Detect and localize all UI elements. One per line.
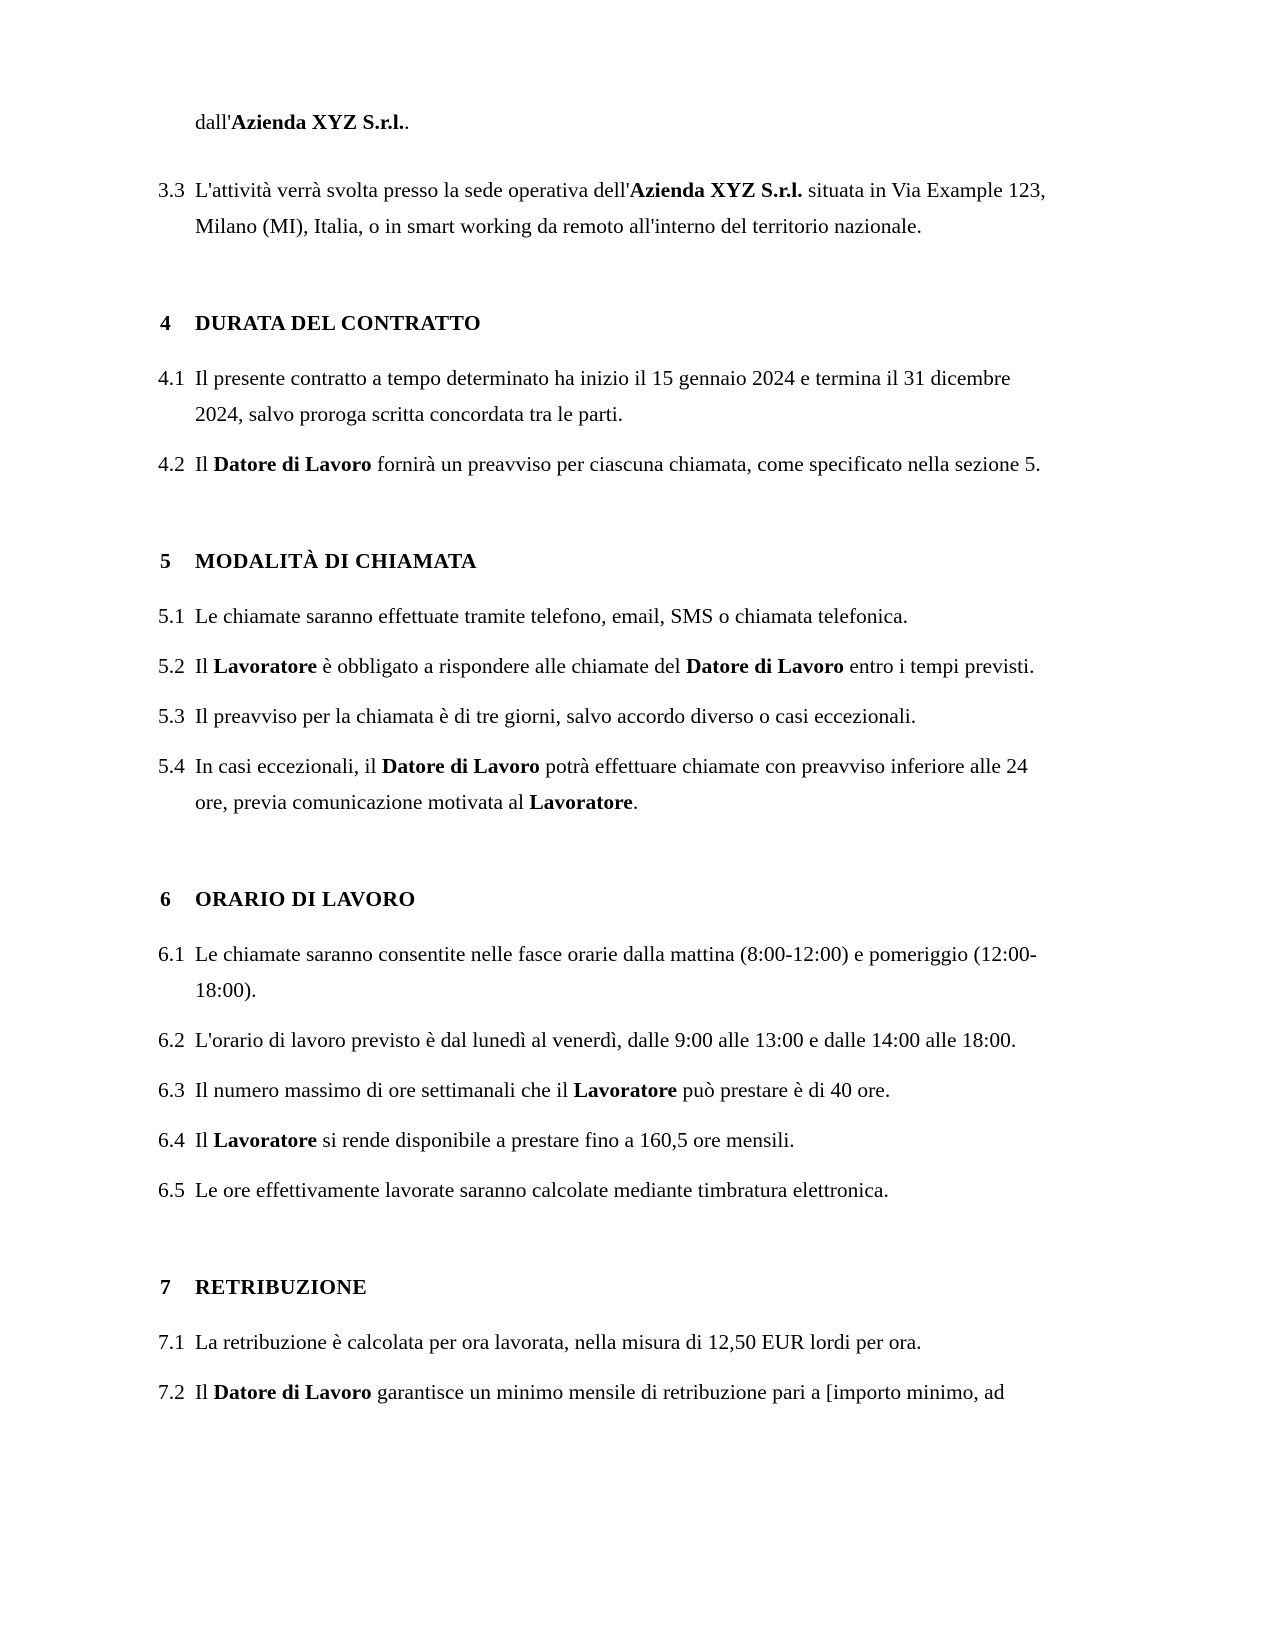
- clause-number-5-4: 5.4: [158, 754, 185, 778]
- clause-text-5-1: Le chiamate saranno effettuate tramite telefono, email, SMS o chiamata telefonica.: [195, 604, 908, 628]
- spacer: [0, 432, 1275, 446]
- spacer: [0, 1360, 1275, 1374]
- clause-text-4-1: Il presente contratto a tempo determinato ha inizio il 15 gennaio 2024 e termina il 31 dicembre 2024, salvo proroga scritta concordata tra le parti.: [195, 366, 1011, 426]
- clause-text-6-2: L'orario di lavoro previsto è dal lunedì al venerdì, dalle 9:00 alle 13:00 e dalle 14:00 alle 18:00.: [195, 1028, 1017, 1052]
- section-number-6: 6: [160, 887, 171, 911]
- clause-text-6-3: [195, 1072, 1060, 1108]
- clause-number-7-1: 7.1: [158, 1330, 185, 1354]
- clause-6-2: [0, 1022, 1275, 1058]
- clause-6-3-part1: Il numero massimo di ore settimanali che il: [195, 1078, 574, 1102]
- section-heading-5: [0, 544, 1275, 578]
- spacer: [0, 1108, 1275, 1122]
- section-number-5: 5: [160, 549, 171, 573]
- clause-7-2-part1: Il: [195, 1380, 214, 1404]
- clause-6-3-part2: può prestare è di 40 ore.: [677, 1078, 891, 1102]
- spacer: [0, 140, 1275, 172]
- spacer: [0, 1208, 1275, 1270]
- spacer: [0, 820, 1275, 882]
- clause-4-1: [0, 360, 1275, 432]
- spacer: [0, 578, 1275, 598]
- clause-7-1: [0, 1324, 1275, 1360]
- spacer: [0, 1058, 1275, 1072]
- clause-6-3-bold-worker: Lavoratore: [573, 1078, 678, 1102]
- section-heading-4: [0, 306, 1275, 340]
- clause-number-5-1: 5.1: [158, 604, 185, 628]
- clause-text-6-4: [195, 1122, 1060, 1158]
- section-heading-7: [0, 1270, 1275, 1304]
- clause-text-6-1: Le chiamate saranno consentite nelle fasce orarie dalla mattina (8:00-12:00) e pomeriggio (12:00-18:00).: [195, 942, 1037, 1002]
- clause-7-2: [0, 1374, 1275, 1410]
- clause-6-1: [0, 936, 1275, 1008]
- clause-4-2: [0, 446, 1275, 482]
- clause-number-3-3: 3.3: [158, 178, 185, 202]
- clause-3-3-part1: L'attività verrà svolta presso la sede operativa dell': [195, 178, 630, 202]
- spacer: [0, 482, 1275, 544]
- clause-number-4-1: 4.1: [158, 366, 185, 390]
- clause-text-3-3: [195, 172, 1060, 244]
- clause-7-2-part2: garantisce un minimo mensile di retribuzione pari a [importo minimo, ad: [371, 1380, 1005, 1404]
- clause-5-3: [0, 698, 1275, 734]
- clause-text-6-5: Le ore effettivamente lavorate saranno calcolate mediante timbratura elettronica.: [195, 1178, 889, 1202]
- continuation-company-name: Azienda XYZ S.r.l.: [231, 110, 405, 134]
- clause-number-6-2: 6.2: [158, 1028, 185, 1052]
- clause-4-2-part2: fornirà un preavviso per ciascuna chiamata, come specificato nella sezione 5.: [371, 452, 1041, 476]
- clause-5-2: [0, 648, 1275, 684]
- section-title-4: DURATA DEL CONTRATTO: [195, 311, 481, 335]
- clause-number-5-3: 5.3: [158, 704, 185, 728]
- section-number-4: 4: [160, 311, 171, 335]
- clause-5-4-part3: .: [632, 790, 639, 814]
- clause-number-6-5: 6.5: [158, 1178, 185, 1202]
- clause-number-6-1: 6.1: [158, 942, 185, 966]
- clause-6-4: [0, 1122, 1275, 1158]
- spacer: [0, 1304, 1275, 1324]
- spacer: [0, 634, 1275, 648]
- spacer: [0, 916, 1275, 936]
- clause-4-2-part1: Il: [195, 452, 214, 476]
- clause-text-4-2: [195, 446, 1060, 482]
- section-heading-6: [0, 882, 1275, 916]
- spacer: [0, 1158, 1275, 1172]
- clause-5-4-bold-worker: Lavoratore: [529, 790, 633, 814]
- clause-5-2-bold-employer: Datore di Lavoro: [685, 654, 845, 678]
- clause-number-7-2: 7.2: [158, 1380, 185, 1404]
- clause-text-5-4: [195, 748, 1060, 820]
- spacer: [0, 684, 1275, 698]
- clause-number-6-4: 6.4: [158, 1128, 185, 1152]
- clause-5-4-bold-employer: Datore di Lavoro: [381, 754, 540, 778]
- clause-6-4-bold-worker: Lavoratore: [213, 1128, 318, 1152]
- clause-4-2-bold-employer: Datore di Lavoro: [213, 452, 372, 476]
- clause-6-4-part1: Il: [195, 1128, 214, 1152]
- spacer: [0, 734, 1275, 748]
- clause-5-4-part1: In casi eccezionali, il: [195, 754, 382, 778]
- clause-6-3: [0, 1072, 1275, 1108]
- top-spacer: [0, 0, 1275, 104]
- clause-5-2-part2: è obbligato a rispondere alle chiamate del: [317, 654, 686, 678]
- clause-5-4-part2: potrà effettuare chiamate con preavviso inferiore alle 24 ore, previa comunicazione motivata al: [195, 754, 1028, 814]
- section-title-6: ORARIO DI LAVORO: [195, 887, 416, 911]
- section-number-7: 7: [160, 1275, 171, 1299]
- spacer: [0, 340, 1275, 360]
- clause-5-1: [0, 598, 1275, 634]
- clause-5-2-bold-worker: Lavoratore: [213, 654, 318, 678]
- clause-text-7-1: La retribuzione è calcolata per ora lavorata, nella misura di 12,50 EUR lordi per ora.: [195, 1330, 922, 1354]
- clause-continuation-paragraph: [0, 104, 1275, 140]
- clause-text-5-3: Il preavviso per la chiamata è di tre giorni, salvo accordo diverso o casi eccezionali.: [195, 704, 917, 728]
- clause-number-5-2: 5.2: [158, 654, 185, 678]
- clause-3-3: [0, 172, 1275, 244]
- clause-number-6-3: 6.3: [158, 1078, 185, 1102]
- clause-5-2-part1: Il: [195, 654, 214, 678]
- clause-6-5: [0, 1172, 1275, 1208]
- spacer: [0, 1008, 1275, 1022]
- continuation-text-before: dall': [195, 110, 232, 134]
- spacer: [0, 244, 1275, 306]
- clause-7-2-bold-employer: Datore di Lavoro: [213, 1380, 372, 1404]
- clause-number-4-2: 4.2: [158, 452, 185, 476]
- section-title-7: RETRIBUZIONE: [195, 1275, 368, 1299]
- clause-3-3-part2: situata in Via Example 123, Milano (MI), Italia, o in smart working da remoto all'interno del territorio nazionale.: [195, 178, 1046, 238]
- clause-5-2-part3: entro i tempi previsti.: [844, 654, 1035, 678]
- clause-5-4: [0, 748, 1275, 820]
- continuation-text-after: .: [404, 110, 410, 134]
- clause-3-3-bold-company: Azienda XYZ S.r.l.: [629, 178, 803, 202]
- clause-text-5-2: [195, 648, 1060, 684]
- section-title-5: MODALITÀ DI CHIAMATA: [195, 549, 477, 573]
- clause-6-4-part2: si rende disponibile a prestare fino a 160,5 ore mensili.: [317, 1128, 795, 1152]
- clause-text-7-2: [195, 1374, 1060, 1410]
